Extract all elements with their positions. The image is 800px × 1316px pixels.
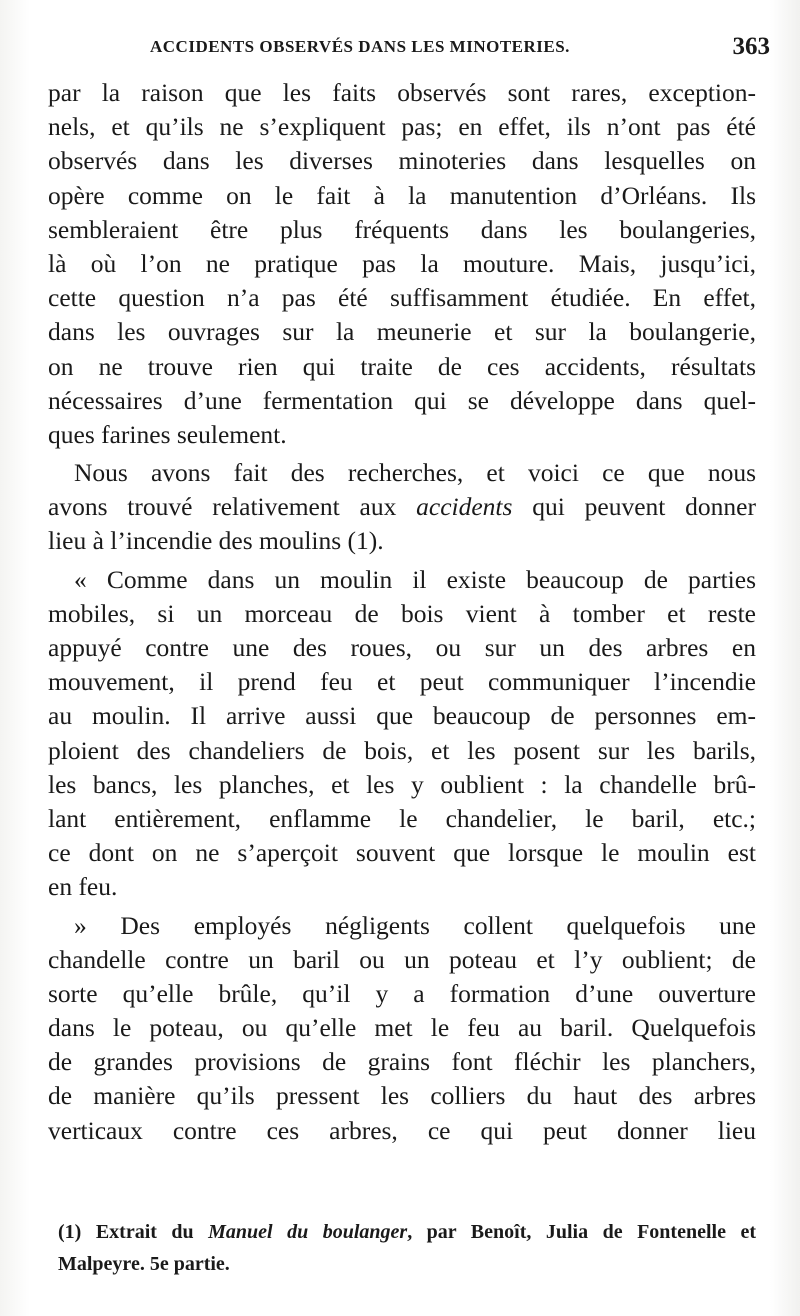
- text-line: lant entièrement, enflamme le chandelier, le baril, etc.;: [48, 803, 756, 833]
- text-line: Nous avons fait des recherches, et voici ce que nous: [74, 458, 756, 488]
- page-header: [150, 33, 770, 67]
- text-span: (1) Extrait du: [58, 1221, 209, 1243]
- footnote-line: Malpeyre. 5e partie.: [58, 1253, 230, 1275]
- paragraph-3: [48, 563, 756, 905]
- text-line: de grandes provisions de grains font fléchir les planchers,: [48, 1047, 756, 1077]
- text-line: sorte qu’elle brûle, qu’il y a formation d’une ouverture: [48, 978, 756, 1008]
- paragraph-4: [48, 909, 756, 1148]
- text-span: avons trouvé relativement aux: [48, 492, 417, 522]
- text-span: qui peuvent donner: [512, 492, 756, 522]
- text-line: ce dont on ne s’aperçoit souvent que lorsque le moulin est: [48, 838, 756, 868]
- text-line: en feu.: [48, 872, 118, 902]
- text-line: « Comme dans un moulin il existe beaucoup de parties: [74, 564, 756, 594]
- text-line: ques farines seulement.: [48, 419, 287, 449]
- text-line: nécessaires d’une fermentation qui se développe dans quel-: [48, 385, 756, 415]
- footnote: [58, 1216, 756, 1280]
- book-title: Manuel du boulanger: [208, 1221, 408, 1243]
- text-line: dans le poteau, ou qu’elle met le feu au baril. Quelquefois: [48, 1013, 756, 1043]
- text-line: appuyé contre une des roues, ou sur un des arbres en: [48, 633, 756, 662]
- body-text: [48, 76, 756, 1148]
- text-line: sembleraient être plus fréquents dans les boulangeries,: [48, 214, 756, 244]
- text-span: , par Benoît, Julia de Fontenelle et: [407, 1221, 756, 1243]
- text-line: de manière qu’ils pressent les colliers du haut des arbres: [48, 1081, 756, 1111]
- running-title: ACCIDENTS OBSERVÉS DANS LES MINOTERIES.: [150, 37, 570, 56]
- text-line: on ne trouve rien qui traite de ces accidents, résultats: [48, 351, 756, 381]
- text-line: » Des employés négligents collent quelquefois une: [74, 910, 756, 940]
- italic-term: accidents: [416, 492, 513, 522]
- text-line: par la raison que les faits observés sont rares, exception-: [48, 78, 756, 107]
- text-line: au moulin. Il arrive aussi que beaucoup de personnes em-: [48, 701, 756, 731]
- text-line: chandelle contre un baril ou un poteau et l’y oublient; de: [48, 944, 756, 974]
- text-line: les bancs, les planches, et les y oublient : la chandelle brû-: [48, 769, 756, 799]
- page-number: 363: [732, 33, 770, 60]
- text-line: mouvement, il prend feu et peut communiquer l’incendie: [48, 667, 756, 697]
- footnote-line: [58, 1216, 756, 1248]
- paragraph-1: [48, 76, 756, 452]
- text-line: observés dans les diverses minoteries dans lesquelles on: [48, 146, 756, 176]
- text-line: ploient des chandeliers de bois, et les posent sur les barils,: [48, 735, 756, 765]
- paragraph-2: [48, 456, 756, 559]
- text-line: nels, et qu’ils ne s’expliquent pas; en effet, ils n’ont pas été: [48, 112, 756, 142]
- text-line: cette question n’a pas été suffisamment étudiée. En effet,: [48, 283, 756, 313]
- text-line: lieu à l’incendie des moulins (1).: [48, 526, 384, 556]
- text-line: là où l’on ne pratique pas la mouture. Mais, jusqu’ici,: [48, 248, 756, 278]
- text-line: dans les ouvrages sur la meunerie et sur la boulangerie,: [48, 317, 756, 347]
- text-line: mobiles, si un morceau de bois vient à tomber et reste: [48, 598, 756, 628]
- text-line: opère comme on le fait à la manutention d’Orléans. Ils: [48, 180, 756, 210]
- text-line: verticaux contre ces arbres, ce qui peut donner lieu: [48, 1115, 756, 1145]
- text-line: [48, 490, 756, 524]
